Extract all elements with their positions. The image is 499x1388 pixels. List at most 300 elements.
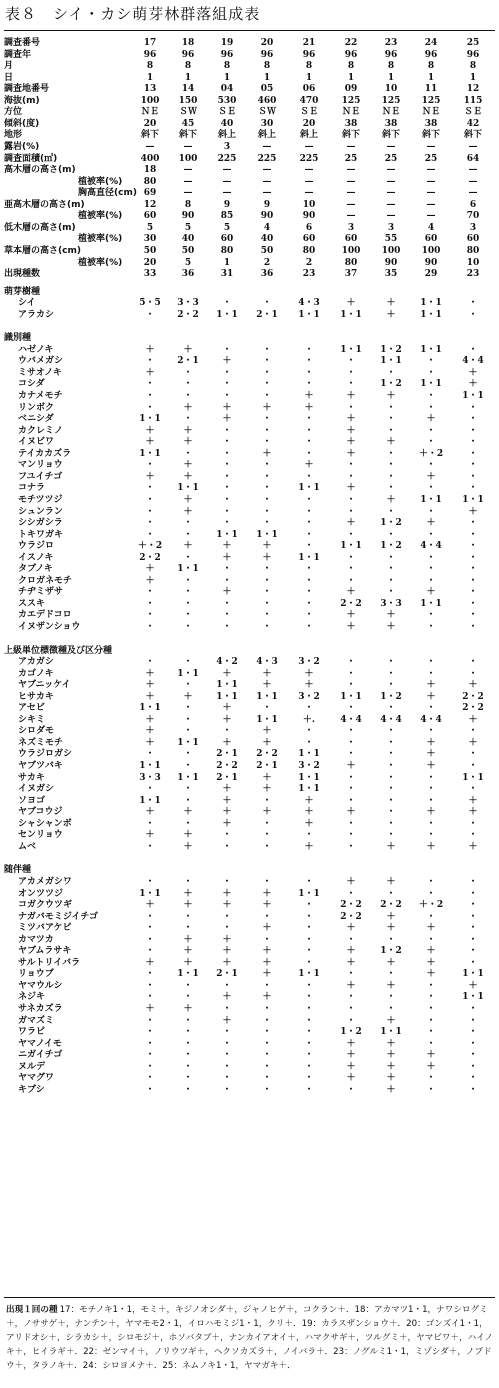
cell: 19 (220, 38, 234, 48)
cell: ・ (426, 621, 436, 632)
cell: ・ (468, 309, 478, 320)
cell: ・ (304, 506, 314, 517)
cell: ・ (262, 1073, 272, 1084)
cell: ＋ (183, 437, 193, 448)
cell: ・ (145, 923, 155, 934)
cell: 3・3 (380, 598, 402, 609)
cell: 11 (424, 84, 438, 95)
cell: ・ (426, 402, 436, 413)
cell: 1・1 (139, 703, 161, 714)
cell: ・ (183, 876, 193, 887)
row-label: ヌルデ (18, 1061, 46, 1072)
cell: ・ (183, 379, 193, 390)
cell: 50 (181, 245, 195, 256)
cell: 1・1 (139, 761, 161, 771)
cell: 18 (181, 38, 195, 48)
cell: ・ (183, 911, 193, 922)
cell: ＋・2 (418, 900, 444, 910)
species-row (0, 969, 499, 980)
cell: ・ (468, 564, 478, 575)
cell: ＋ (183, 506, 193, 517)
cell: 5 (223, 222, 231, 233)
cell: — (386, 188, 396, 199)
cell: — (183, 188, 193, 199)
row-label: コナラ (18, 483, 46, 494)
header-row (0, 142, 499, 153)
species-row (0, 391, 499, 402)
row-label: サルトリイバラ (18, 957, 81, 968)
row-label: ヤブムラサキ (18, 946, 72, 957)
cell: ・ (262, 841, 272, 852)
cell: 1・1 (139, 448, 161, 459)
cell: ・ (304, 830, 314, 841)
cell: ＋ (386, 391, 396, 401)
cell: ・ (262, 1004, 272, 1014)
cell: ・ (386, 969, 396, 980)
cell: 100 (341, 245, 361, 256)
cell: ＋ (346, 1050, 356, 1061)
cell: ・ (145, 946, 155, 957)
cell: ＋ (386, 923, 396, 934)
species-row (0, 599, 499, 610)
cell: 1・1 (139, 795, 161, 806)
species-row (0, 992, 499, 1003)
cell: ・ (386, 564, 396, 575)
cell: ・ (304, 1038, 314, 1049)
cell: ＋ (262, 946, 272, 957)
species-row (0, 830, 499, 841)
footnote-text: 17：モチノキ1・1，モミ＋，キジノオシダ＋，ジャノヒゲ＋，コクラン＋．18：アカマツ1・1，ナワシログミ＋，ノササゲ＋，ナンテン＋，ヤマモモ2・1，イロハモミジ1・1，クリ＋．19：カラスザンショウ＋．20：ゴンズイ1・1，アリドオシ＋，シラカシ＋，シロモジ＋，ホソバタブ＋，ナンカイアオイ＋，ハマクサギ＋，ツルグミ＋，ヤマビワ＋，ハイノキ＋，ヒイラギ＋．22：ゼンマイ＋，ノリウツギ＋，ヘクソカズラ＋，ノイバラ＋．23：ノグルミ1・1，ミゾシダ＋，ノブドウ＋，タラノキ＋．24：シロヨメナ＋．25：ネムノキ1・1，ヤマガキ＋． (6, 1305, 493, 1371)
cell: 85 (220, 211, 234, 222)
cell: ・ (346, 703, 356, 714)
cell: ・ (222, 911, 232, 922)
cell: ・ (304, 541, 314, 552)
cell: — (426, 176, 436, 187)
cell: ＋ (262, 402, 272, 413)
cell: 80 (302, 245, 316, 256)
cell: 2・1 (216, 969, 238, 980)
cell: ・ (468, 483, 478, 494)
species-row (0, 726, 499, 737)
species-row (0, 773, 499, 784)
cell: ＋ (304, 668, 314, 679)
cell: ＋ (145, 680, 155, 691)
cell: ＋ (346, 980, 356, 991)
cell: 100 (381, 245, 401, 256)
cell: ・ (468, 934, 478, 945)
cell: ・ (262, 483, 272, 494)
row-label: カゴノキ (18, 668, 54, 679)
row-label: ハゼノキ (18, 344, 54, 355)
cell: 225 (299, 153, 319, 164)
cell: 4・4 (420, 541, 442, 552)
cell: ・ (426, 437, 436, 448)
species-row (0, 946, 499, 957)
cell: ＋ (222, 737, 232, 748)
species-row (0, 1073, 499, 1084)
species-row (0, 819, 499, 830)
cell: 1・1 (177, 483, 199, 494)
cell: 2・2 (139, 552, 161, 563)
cell: 2・2 (177, 309, 199, 320)
cell: 13 (143, 84, 157, 95)
row-label: シロダモ (18, 726, 55, 737)
species-row (0, 923, 499, 934)
cell: ・ (222, 1061, 232, 1072)
cell: ・ (468, 911, 478, 922)
cell: — (222, 176, 232, 187)
cell: 06 (302, 84, 316, 95)
species-row (0, 912, 499, 923)
cell: ＋ (426, 1061, 436, 1072)
cell: ＋ (262, 957, 272, 968)
cell: ・ (145, 1050, 155, 1061)
species-row (0, 622, 499, 633)
species-row (0, 715, 499, 726)
cell: ＋ (304, 807, 314, 818)
cell: 96 (384, 49, 398, 60)
header-row (0, 38, 499, 49)
cell: ・ (262, 911, 272, 922)
cell: ＋ (145, 367, 155, 378)
row-label: 調査地番号 (4, 84, 50, 95)
row-label: イヌガシ (18, 784, 55, 795)
species-row (0, 692, 499, 703)
cell: ・ (145, 529, 155, 540)
cell: ・ (262, 587, 272, 598)
cell: — (222, 188, 232, 199)
cell: ・ (183, 621, 193, 632)
cell: ＋ (426, 807, 436, 818)
cell: 30 (260, 118, 274, 129)
cell: 29 (424, 269, 438, 279)
species-row (0, 784, 499, 795)
cell: — (426, 211, 436, 222)
cell: ＋ (426, 761, 436, 771)
cell: 4・4 (380, 714, 402, 725)
cell: ・ (222, 980, 232, 991)
cell: 8 (146, 61, 154, 72)
cell: ・ (346, 841, 356, 852)
row-label: 調査面積(㎡) (4, 153, 58, 164)
cell: ・ (183, 680, 193, 691)
header-row (0, 258, 499, 269)
cell: 1・2 (380, 541, 402, 552)
cell: 470 (299, 95, 319, 106)
cell: ＋ (468, 506, 478, 517)
cell: ・ (145, 483, 155, 494)
cell: 60 (302, 234, 316, 245)
row-label: 出現種数 (4, 269, 41, 279)
cell: ・ (386, 795, 396, 806)
cell: ・ (468, 460, 478, 471)
cell: 2・2 (380, 900, 402, 910)
cell: 1・1 (256, 529, 278, 540)
cell: ・ (304, 1061, 314, 1072)
cell: 2・2 (216, 761, 238, 771)
species-row (0, 356, 499, 367)
species-row (0, 889, 499, 900)
cell: 3 (387, 222, 395, 233)
cell: ＋ (468, 795, 478, 806)
cell: 5 (184, 222, 192, 233)
cell: ・ (346, 657, 356, 667)
cell: 04 (220, 84, 234, 95)
section-title: 上級単位標徴種及び区分種 (4, 645, 113, 656)
row-label: モチツツジ (18, 494, 63, 505)
cell: 斜下 (341, 130, 360, 141)
cell: 1・1 (139, 888, 161, 899)
cell: ＮＥ (341, 107, 360, 118)
row-label: ヤマグワ (18, 1073, 55, 1084)
cell: 4・4 (340, 714, 362, 725)
cell: ・ (386, 425, 396, 436)
cell: ・ (346, 749, 356, 760)
cell: 90 (181, 211, 195, 222)
cell: ＋ (183, 946, 193, 957)
row-label: ネズミモチ (18, 737, 64, 748)
species-row (0, 738, 499, 749)
cell: ・ (426, 784, 436, 795)
cell: ＋ (222, 414, 232, 425)
cell: 3・3 (177, 298, 199, 309)
cell: 40 (181, 234, 195, 245)
cell: 90 (424, 257, 438, 268)
cell: ＋ (222, 714, 232, 725)
cell: 1・1 (177, 668, 199, 679)
cell: ・ (304, 703, 314, 714)
row-label: ススキ (18, 598, 46, 609)
cell: ・ (145, 1038, 155, 1049)
cell: ＋ (183, 494, 193, 505)
cell: ・ (145, 610, 155, 621)
cell: ・ (468, 344, 478, 355)
species-row (0, 935, 499, 946)
cell: ・ (304, 344, 314, 355)
cell: 2 (305, 257, 313, 268)
cell: ・ (222, 575, 232, 586)
cell: 斜上 (217, 130, 236, 141)
species-row (0, 414, 499, 425)
cell: 100 (140, 95, 160, 106)
cell: ・ (386, 460, 396, 471)
cell: 100 (178, 153, 198, 164)
species-row (0, 472, 499, 483)
cell: ・ (468, 518, 478, 528)
cell: ＋ (222, 946, 232, 957)
cell: ・ (386, 402, 396, 413)
cell: ・ (468, 749, 478, 760)
cell: ＋ (386, 1084, 396, 1095)
cell: ・ (183, 749, 193, 760)
cell: 2・2 (340, 598, 362, 609)
row-label: 調査番号 (4, 38, 41, 48)
cell: ・ (304, 1073, 314, 1084)
cell: ・ (145, 1084, 155, 1095)
cell: ＋ (386, 1061, 396, 1072)
cell: ＋ (468, 680, 478, 691)
species-row (0, 842, 499, 853)
cell: 1・1 (340, 691, 362, 702)
cell: ・ (426, 726, 436, 737)
cell: ・ (145, 356, 155, 367)
cell: ＋ (145, 344, 155, 355)
row-label: 露岩(%) (4, 141, 40, 152)
species-row (0, 796, 499, 807)
cell: ＋ (304, 795, 314, 806)
cell: — (262, 188, 272, 199)
cell: ＋ (346, 1073, 356, 1084)
cell: — (262, 141, 272, 152)
species-row (0, 541, 499, 552)
cell: ・ (145, 587, 155, 598)
row-label: ミツバアケビ (18, 923, 72, 934)
cell: ・ (183, 1027, 193, 1038)
cell: ・ (468, 414, 478, 425)
cell: ＋ (386, 1073, 396, 1084)
header-row (0, 107, 499, 118)
cell: ＳＥ (299, 107, 318, 118)
cell: 1・2 (380, 344, 402, 355)
cell: ＋ (346, 807, 356, 818)
row-label: 胸高直径(cm) (78, 188, 137, 199)
cell: ＋ (183, 471, 193, 482)
row-label: アカガシ (18, 657, 54, 667)
cell: ＋ (183, 934, 193, 945)
cell: ・ (183, 714, 193, 725)
row-label: フユイチゴ (18, 471, 63, 482)
cell: ＋ (145, 425, 155, 436)
cell: ・ (468, 1027, 478, 1038)
cell: ＋ (468, 737, 478, 748)
cell: ・ (426, 703, 436, 714)
cell: ＋ (346, 437, 356, 448)
cell: ＋ (145, 564, 155, 575)
header-row (0, 200, 499, 211)
cell: ・ (262, 818, 272, 829)
cell: ＋ (262, 923, 272, 934)
cell: ・ (304, 980, 314, 991)
header-row (0, 177, 499, 188)
cell: ・ (346, 772, 356, 783)
cell: 60 (344, 234, 358, 245)
cell: 38 (344, 118, 358, 129)
row-label: カクレミノ (18, 425, 64, 436)
cell: ＋ (386, 1015, 396, 1026)
cell: ・ (346, 356, 356, 367)
cell: 1 (427, 72, 435, 83)
row-label: 植被率(%) (78, 234, 123, 245)
cell: ＋ (346, 1038, 356, 1049)
header-row (0, 61, 499, 72)
cell: ・ (183, 1050, 193, 1061)
cell: ・ (426, 830, 436, 841)
cell: — (386, 176, 396, 187)
cell: — (304, 176, 314, 187)
cell: ・ (304, 621, 314, 632)
cell: ＋ (183, 344, 193, 355)
row-label: センリョウ (18, 830, 63, 841)
cell: ・ (346, 529, 356, 540)
cell: ＋ (346, 391, 356, 401)
cell: ・ (222, 1084, 232, 1095)
cell: — (346, 176, 356, 187)
cell: ・ (183, 795, 193, 806)
species-row (0, 310, 499, 321)
row-label: イスノキ (18, 552, 54, 563)
row-label: イヌビワ (18, 437, 55, 448)
cell: 1・1 (462, 494, 484, 505)
cell: ・ (304, 992, 314, 1003)
cell: ・ (145, 969, 155, 980)
cell: ＋ (346, 761, 356, 771)
cell: ・ (426, 1004, 436, 1014)
row-label: ソヨゴ (18, 795, 46, 806)
cell: ＋ (145, 957, 155, 968)
cell: ・ (346, 784, 356, 795)
cell: ＋ (304, 818, 314, 829)
cell: ・ (468, 1038, 478, 1049)
cell: ・ (262, 876, 272, 887)
cell: ・ (346, 367, 356, 378)
cell: 1 (263, 72, 271, 83)
cell: ・ (346, 1084, 356, 1095)
row-label: ナガバモミジイチゴ (18, 911, 99, 922)
row-label: コガクウツギ (18, 900, 73, 910)
row-label: マンリョウ (18, 460, 63, 471)
cell: ・ (468, 448, 478, 459)
cell: ・ (145, 391, 155, 401)
species-row (0, 657, 499, 668)
cell: ・ (262, 1027, 272, 1038)
row-label: アカメガシワ (18, 876, 72, 887)
row-label: イヌザンショウ (18, 621, 81, 632)
cell: 1 (387, 72, 395, 83)
row-label: ヤマノイモ (18, 1038, 62, 1049)
row-label: カエデドコロ (18, 610, 72, 621)
row-label: タブノキ (18, 564, 53, 575)
row-label: コシダ (18, 379, 45, 390)
cell: ・ (183, 1015, 193, 1026)
cell: 64 (466, 153, 480, 164)
cell: ＋ (262, 726, 272, 737)
cell: 96 (302, 49, 316, 60)
cell: ・ (346, 506, 356, 517)
cell: 1・1 (420, 344, 442, 355)
cell: ＋ (386, 841, 396, 852)
cell: ・ (426, 795, 436, 806)
cell: ＋ (386, 980, 396, 991)
row-label: カマツカ (18, 934, 54, 945)
cell: — (304, 165, 314, 176)
cell: ・ (222, 564, 232, 575)
cell: ・ (468, 946, 478, 957)
cell: 1 (305, 72, 313, 83)
cell: ・ (304, 737, 314, 748)
cell: ＋ (386, 309, 396, 320)
cell: ・ (386, 529, 396, 540)
cell: 12 (466, 84, 480, 95)
cell: ＋ (346, 425, 356, 436)
cell: ・ (468, 1061, 478, 1072)
cell: ・ (145, 402, 155, 413)
cell: ＋ (346, 483, 356, 494)
row-label: シャシャンボ (18, 818, 72, 829)
cell: 1・1 (298, 969, 320, 980)
cell: ・ (183, 367, 193, 378)
cell: ・ (183, 1061, 193, 1072)
cell: 1・1 (420, 298, 442, 309)
